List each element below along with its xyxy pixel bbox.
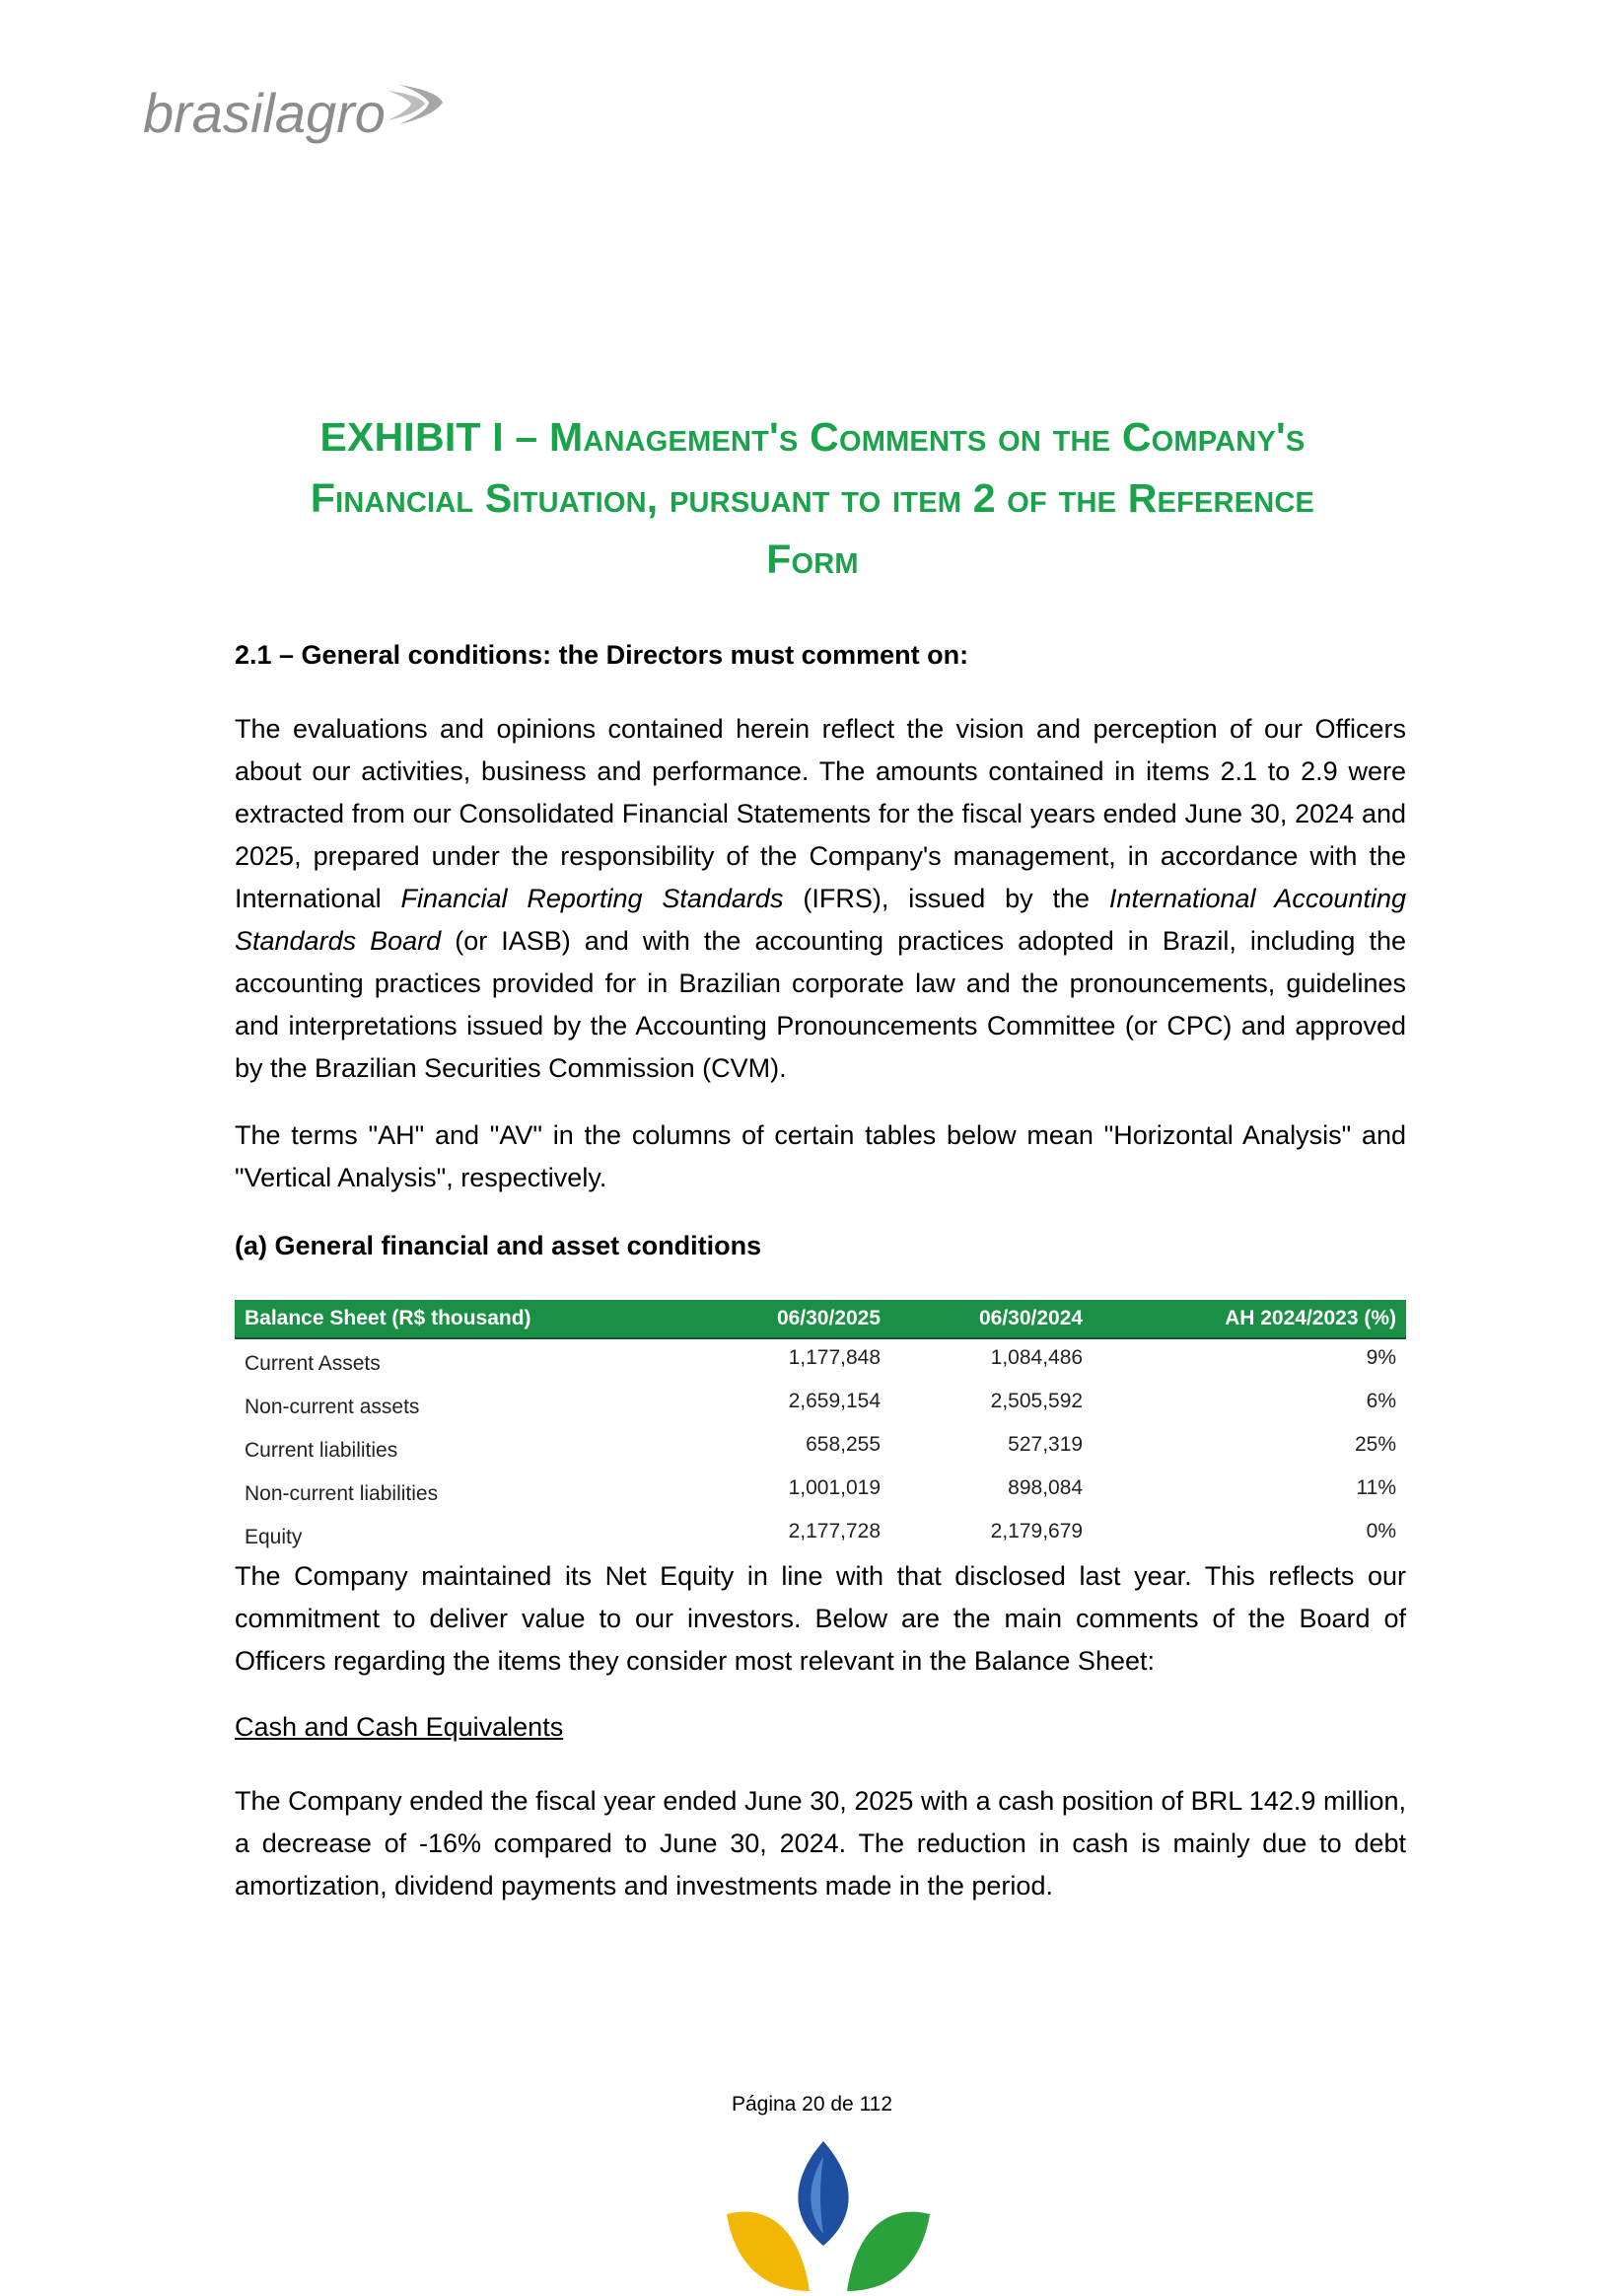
column-header: 06/30/2025 — [688, 1300, 890, 1338]
table-cell: 1,084,486 — [990, 1346, 1084, 1369]
table-row — [235, 1426, 1406, 1470]
table-header-row — [235, 1300, 1406, 1338]
paragraph-cash: The Company ended the fiscal year ended June 30, 2025 with a cash position of BRL 142.9 million, a decrease of -16% compared to June 30, 2024. The reduction in cash is mainly due to debt amortization, dividend payments and investments made in the period. — [235, 1786, 1406, 1901]
row-label: Equity — [245, 1526, 303, 1548]
table-cell: 2,177,728 — [788, 1520, 882, 1543]
table-cell: 1,001,019 — [788, 1476, 882, 1499]
p1-italic-iasb: International Accounting Standards Board — [235, 884, 1406, 956]
balance-sheet-table — [235, 1300, 1406, 1556]
balance-sheet-table-wrapper — [235, 1300, 1406, 1556]
row-label: Non-current liabilities — [245, 1482, 439, 1505]
paragraph-terms: The terms "AH" and "AV" in the columns of certain tables below mean "Horizontal Analysis" and "Vertical Analysis", respectively. — [235, 1120, 1406, 1192]
logo-text: brasilagro — [143, 82, 386, 144]
p1-text-3: (or IASB) and with the accounting practices adopted in Brazil, including the accounting practices provided for in Brazilian corporate law and the pronouncements, guidelines and interpretations issued by the Accounting Pronouncements Committee (or CPC) and approved by the Brazilian Securities Commission (CVM). — [235, 926, 1406, 1083]
exhibit-title — [235, 406, 1390, 590]
section-heading: 2.1 – General conditions: the Directors must comment on: — [235, 640, 969, 670]
paragraph-evaluations — [235, 708, 1406, 1090]
p1-text-2: (IFRS), issued by the — [783, 884, 1109, 913]
table-cell: 25% — [1354, 1433, 1396, 1456]
row-label: Current liabilities — [245, 1439, 398, 1462]
table-cell: 2,179,679 — [990, 1520, 1084, 1543]
table-cell: 9% — [1366, 1346, 1396, 1369]
paragraph-net-equity: The Company maintained its Net Equity in line with that disclosed last year. This reflects our commitment to deliver value to our investors. Below are the main comments of the Board of Officers regarding the items they consider most relevant in the Balance Sheet: — [235, 1561, 1406, 1676]
leaf-logo-icon — [725, 2135, 932, 2293]
yellow-leaf-icon — [727, 2212, 810, 2291]
column-header: 06/30/2024 — [890, 1300, 1093, 1338]
subsection-heading: (a) General financial and asset conditions — [235, 1231, 762, 1260]
green-leaf-icon — [847, 2212, 930, 2291]
table-cell: 898,084 — [1008, 1476, 1084, 1499]
table-cell: 658,255 — [806, 1433, 882, 1456]
row-label: Current Assets — [245, 1352, 381, 1375]
column-header: AH 2024/2023 (%) — [1093, 1300, 1406, 1338]
brasilagro-logo — [141, 73, 457, 152]
p1-italic-ifrs: Financial Reporting Standards — [400, 884, 784, 913]
table-cell: 527,319 — [1008, 1433, 1084, 1456]
title-line-3: Form — [766, 537, 859, 582]
p1-text-1: The evaluations and opinions contained herein reflect the vision and perception of our Officers about our activities, business and performance. The amounts contained in items 2.1 to 2.9 were extracted from our Consolidated Financial Statements for the fiscal years ended June 30, 2024 and 2025, prepared under the responsibility of the Company's management, in accordance with the International — [235, 714, 1406, 913]
table-row — [235, 1383, 1406, 1426]
table-row — [235, 1470, 1406, 1513]
row-label: Non-current assets — [245, 1396, 420, 1418]
table-cell: 6% — [1366, 1390, 1396, 1412]
column-header: Balance Sheet (R$ thousand) — [235, 1300, 688, 1338]
cash-heading: Cash and Cash Equivalents — [235, 1712, 564, 1742]
title-line-2: Financial Situation, pursuant to item 2 of the Reference — [310, 475, 1315, 521]
title-line-1: EXHIBIT I – Management's Comments on the Company's — [319, 414, 1306, 460]
table-cell: 2,505,592 — [990, 1390, 1084, 1412]
table-row — [235, 1338, 1406, 1383]
table-row — [235, 1513, 1406, 1556]
table-cell: 1,177,848 — [788, 1346, 882, 1369]
table-cell: 2,659,154 — [788, 1390, 882, 1412]
page-number: Página 20 de 112 — [731, 2093, 893, 2116]
table-cell: 0% — [1366, 1520, 1396, 1543]
table-cell: 11% — [1356, 1476, 1396, 1499]
blue-leaf-icon — [798, 2141, 848, 2246]
